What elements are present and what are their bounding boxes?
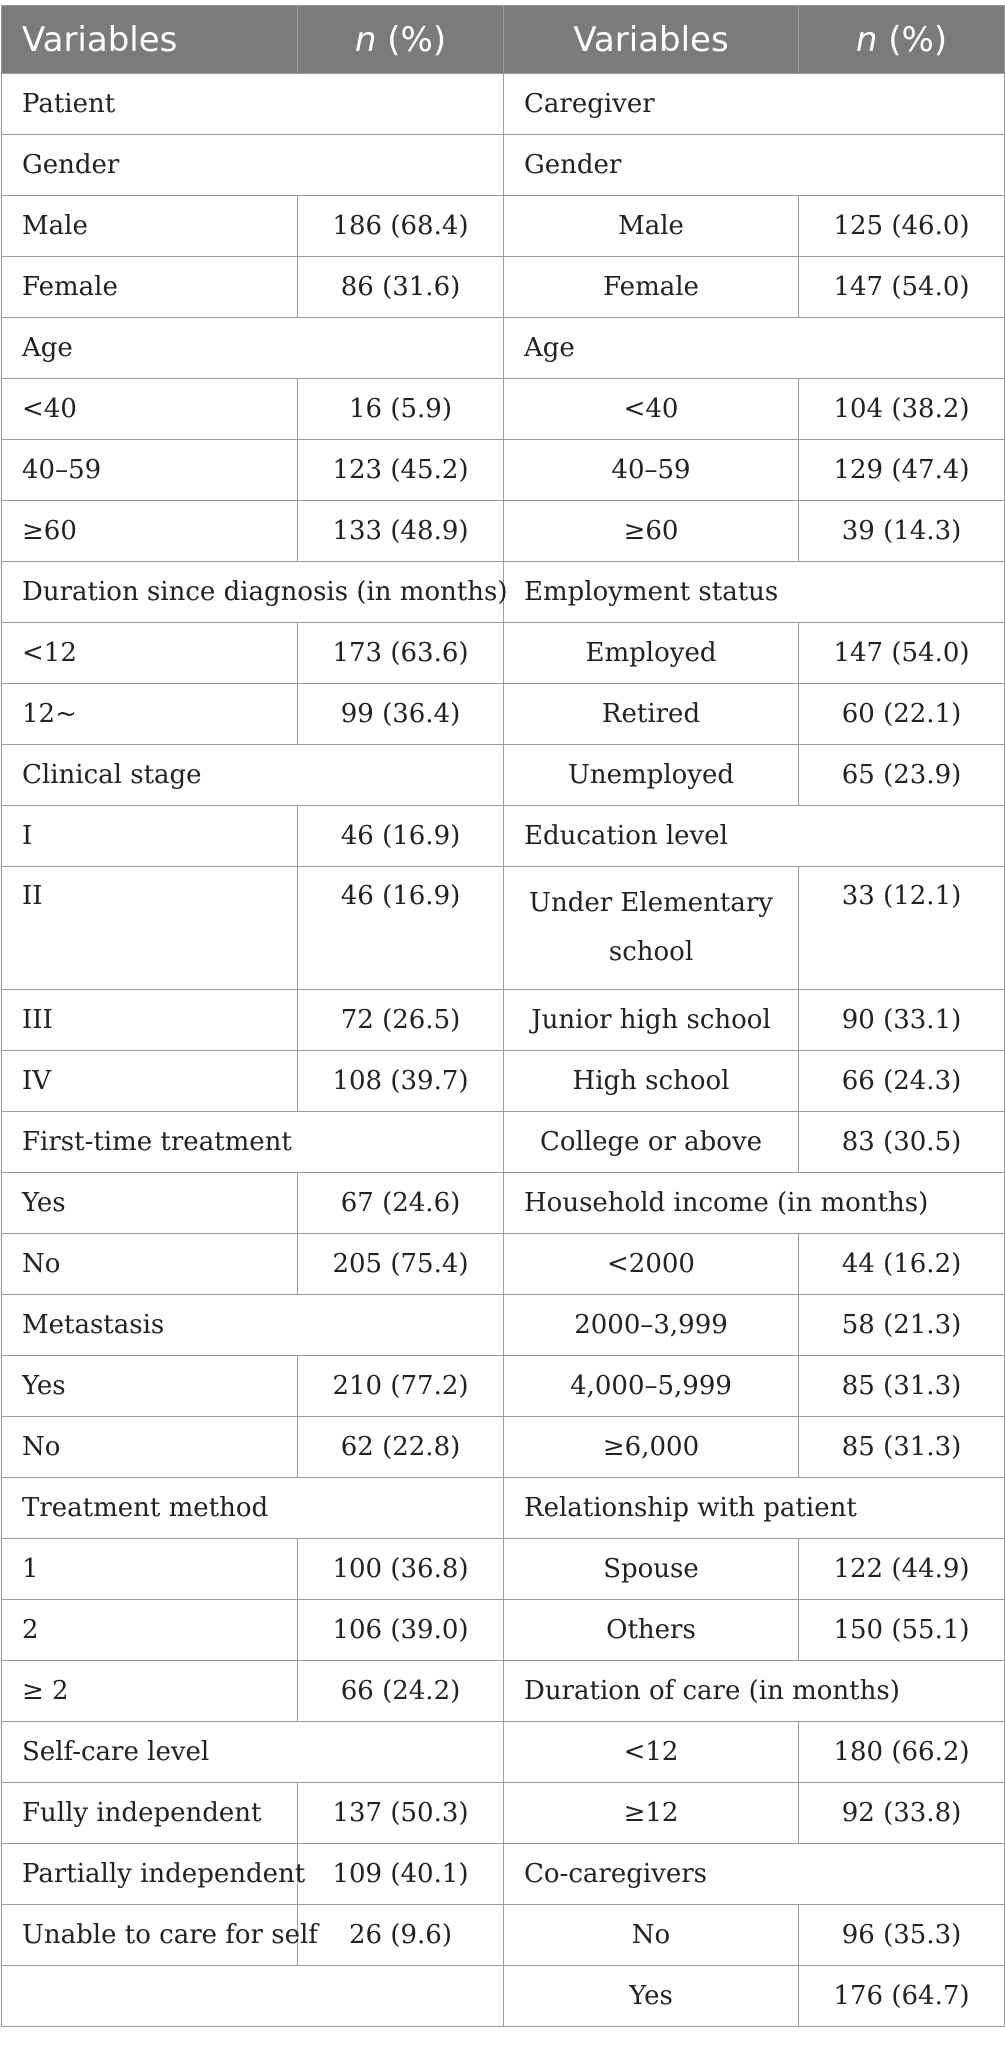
caregiver-value-cell: 104 (38.2) xyxy=(799,379,1005,440)
table-row xyxy=(2,684,1005,745)
header-n-percent-caregiver xyxy=(799,6,1005,74)
patient-group-label: Age xyxy=(2,318,504,379)
patient-variable-cell: <12 xyxy=(2,623,298,684)
patient-group-label xyxy=(2,1966,504,2027)
table-row xyxy=(2,257,1005,318)
caregiver-value-cell: 58 (21.3) xyxy=(799,1295,1005,1356)
table-row xyxy=(2,1600,1005,1661)
patient-value-cell: 133 (48.9) xyxy=(298,501,504,562)
header-variables-caregiver: Variables xyxy=(504,6,799,74)
patient-value-cell: 109 (40.1) xyxy=(298,1844,504,1905)
patient-variable-cell: IV xyxy=(2,1051,298,1112)
patient-group-label: Treatment method xyxy=(2,1478,504,1539)
patient-variable-cell: 1 xyxy=(2,1539,298,1600)
table-row xyxy=(2,1417,1005,1478)
patient-variable-cell: III xyxy=(2,990,298,1051)
caregiver-variable-cell: ≥60 xyxy=(504,501,799,562)
header-n-symbol: n xyxy=(855,19,878,60)
caregiver-variable-cell: Retired xyxy=(504,684,799,745)
patient-value-cell: 62 (22.8) xyxy=(298,1417,504,1478)
caregiver-value-cell: 85 (31.3) xyxy=(799,1356,1005,1417)
header-row xyxy=(2,6,1005,74)
patient-value-cell: 108 (39.7) xyxy=(298,1051,504,1112)
patient-group-label: Gender xyxy=(2,135,504,196)
caregiver-group-label: Age xyxy=(504,318,1005,379)
table-row xyxy=(2,501,1005,562)
patient-value-cell: 46 (16.9) xyxy=(298,867,504,990)
caregiver-variable-cell: Spouse xyxy=(504,1539,799,1600)
patient-group-label: Patient xyxy=(2,74,504,135)
caregiver-value-cell: 122 (44.9) xyxy=(799,1539,1005,1600)
patient-value-cell: 106 (39.0) xyxy=(298,1600,504,1661)
table-row xyxy=(2,806,1005,867)
caregiver-group-label: Education level xyxy=(504,806,1005,867)
patient-value-cell: 205 (75.4) xyxy=(298,1234,504,1295)
patient-group-label: Clinical stage xyxy=(2,745,504,806)
caregiver-variable-cell: <2000 xyxy=(504,1234,799,1295)
patient-value-cell: 186 (68.4) xyxy=(298,196,504,257)
patient-value-cell: 16 (5.9) xyxy=(298,379,504,440)
table-row xyxy=(2,74,1005,135)
caregiver-variable-cell: Others xyxy=(504,1600,799,1661)
table-row xyxy=(2,867,1005,990)
patient-variable-cell: Male xyxy=(2,196,298,257)
patient-variable-cell: 12~ xyxy=(2,684,298,745)
caregiver-value-cell: 65 (23.9) xyxy=(799,745,1005,806)
caregiver-value-cell: 85 (31.3) xyxy=(799,1417,1005,1478)
caregiver-group-label: Household income (in months) xyxy=(504,1173,1005,1234)
caregiver-group-label: Caregiver xyxy=(504,74,1005,135)
patient-variable-cell: Partially independent xyxy=(2,1844,298,1905)
caregiver-value-cell: 147 (54.0) xyxy=(799,257,1005,318)
header-variables-patient: Variables xyxy=(2,6,298,74)
table-row xyxy=(2,318,1005,379)
table-row xyxy=(2,745,1005,806)
caregiver-variable-cell: College or above xyxy=(504,1112,799,1173)
table-row xyxy=(2,1966,1005,2027)
table-row xyxy=(2,1173,1005,1234)
table-row xyxy=(2,1478,1005,1539)
header-n-percent-patient xyxy=(298,6,504,74)
caregiver-variable-cell: 2000–3,999 xyxy=(504,1295,799,1356)
table-row xyxy=(2,1905,1005,1966)
patient-value-cell: 67 (24.6) xyxy=(298,1173,504,1234)
caregiver-variable-cell: No xyxy=(504,1905,799,1966)
caregiver-variable-cell: Unemployed xyxy=(504,745,799,806)
header-n-symbol: n xyxy=(354,19,377,60)
table-row xyxy=(2,1112,1005,1173)
caregiver-variable-cell: Yes xyxy=(504,1966,799,2027)
patient-variable-cell: II xyxy=(2,867,298,990)
table-row xyxy=(2,1661,1005,1722)
caregiver-variable-cell: Junior high school xyxy=(504,990,799,1051)
patient-group-label: Self-care level xyxy=(2,1722,504,1783)
patient-variable-cell: 2 xyxy=(2,1600,298,1661)
table-row xyxy=(2,1722,1005,1783)
patient-variable-cell: ≥60 xyxy=(2,501,298,562)
patient-variable-cell: Yes xyxy=(2,1173,298,1234)
patient-value-cell: 46 (16.9) xyxy=(298,806,504,867)
caregiver-group-label: Gender xyxy=(504,135,1005,196)
table-row xyxy=(2,379,1005,440)
patient-value-cell: 26 (9.6) xyxy=(298,1905,504,1966)
patient-variable-cell: Fully independent xyxy=(2,1783,298,1844)
patient-variable-cell: Unable to care for self xyxy=(2,1905,298,1966)
caregiver-variable-cell: <40 xyxy=(504,379,799,440)
header-percent-symbol: (%) xyxy=(888,19,948,60)
patient-value-cell: 72 (26.5) xyxy=(298,990,504,1051)
caregiver-value-cell: 90 (33.1) xyxy=(799,990,1005,1051)
caregiver-variable-cell: 4,000–5,999 xyxy=(504,1356,799,1417)
caregiver-value-cell: 33 (12.1) xyxy=(799,867,1005,990)
caregiver-variable-cell: Male xyxy=(504,196,799,257)
characteristics-table xyxy=(1,5,1005,2027)
patient-value-cell: 66 (24.2) xyxy=(298,1661,504,1722)
caregiver-value-cell: 44 (16.2) xyxy=(799,1234,1005,1295)
patient-variable-cell: Female xyxy=(2,257,298,318)
caregiver-group-label: Co-caregivers xyxy=(504,1844,1005,1905)
caregiver-value-cell: 147 (54.0) xyxy=(799,623,1005,684)
table-row xyxy=(2,1783,1005,1844)
table-row xyxy=(2,196,1005,257)
table-row xyxy=(2,1844,1005,1905)
patient-group-label: First-time treatment xyxy=(2,1112,504,1173)
table-row xyxy=(2,1295,1005,1356)
caregiver-variable-cell: 40–59 xyxy=(504,440,799,501)
caregiver-variable-cell: ≥6,000 xyxy=(504,1417,799,1478)
caregiver-variable-cell: ≥12 xyxy=(504,1783,799,1844)
table-row xyxy=(2,135,1005,196)
caregiver-value-cell: 129 (47.4) xyxy=(799,440,1005,501)
patient-variable-cell: <40 xyxy=(2,379,298,440)
caregiver-variable-cell: High school xyxy=(504,1051,799,1112)
table-row xyxy=(2,440,1005,501)
table-row xyxy=(2,1539,1005,1600)
caregiver-value-cell: 150 (55.1) xyxy=(799,1600,1005,1661)
caregiver-value-cell: 60 (22.1) xyxy=(799,684,1005,745)
caregiver-value-cell: 83 (30.5) xyxy=(799,1112,1005,1173)
patient-value-cell: 86 (31.6) xyxy=(298,257,504,318)
caregiver-group-label: Employment status xyxy=(504,562,1005,623)
patient-variable-cell: 40–59 xyxy=(2,440,298,501)
caregiver-value-cell: 96 (35.3) xyxy=(799,1905,1005,1966)
table-row xyxy=(2,562,1005,623)
patient-variable-cell: Yes xyxy=(2,1356,298,1417)
patient-value-cell: 137 (50.3) xyxy=(298,1783,504,1844)
caregiver-value-cell: 39 (14.3) xyxy=(799,501,1005,562)
caregiver-variable-cell: Employed xyxy=(504,623,799,684)
patient-value-cell: 100 (36.8) xyxy=(298,1539,504,1600)
patient-variable-cell: No xyxy=(2,1417,298,1478)
caregiver-variable-cell: Female xyxy=(504,257,799,318)
patient-group-label: Metastasis xyxy=(2,1295,504,1356)
caregiver-value-cell: 180 (66.2) xyxy=(799,1722,1005,1783)
table-row xyxy=(2,1234,1005,1295)
caregiver-value-cell: 66 (24.3) xyxy=(799,1051,1005,1112)
caregiver-value-cell: 125 (46.0) xyxy=(799,196,1005,257)
table-row xyxy=(2,1356,1005,1417)
caregiver-group-label: Duration of care (in months) xyxy=(504,1661,1005,1722)
caregiver-value-cell: 92 (33.8) xyxy=(799,1783,1005,1844)
patient-group-label: Duration since diagnosis (in months) xyxy=(2,562,504,623)
patient-value-cell: 210 (77.2) xyxy=(298,1356,504,1417)
patient-value-cell: 123 (45.2) xyxy=(298,440,504,501)
caregiver-value-cell: 176 (64.7) xyxy=(799,1966,1005,2027)
table-row xyxy=(2,990,1005,1051)
table-row xyxy=(2,1051,1005,1112)
patient-variable-cell: I xyxy=(2,806,298,867)
patient-variable-cell: ≥ 2 xyxy=(2,1661,298,1722)
patient-variable-cell: No xyxy=(2,1234,298,1295)
caregiver-variable-cell: <12 xyxy=(504,1722,799,1783)
patient-value-cell: 99 (36.4) xyxy=(298,684,504,745)
caregiver-variable-cell: Under Elementary school xyxy=(504,867,799,990)
caregiver-group-label: Relationship with patient xyxy=(504,1478,1005,1539)
patient-value-cell: 173 (63.6) xyxy=(298,623,504,684)
header-percent-symbol: (%) xyxy=(387,19,447,60)
table-body xyxy=(2,74,1005,2027)
table-row xyxy=(2,623,1005,684)
